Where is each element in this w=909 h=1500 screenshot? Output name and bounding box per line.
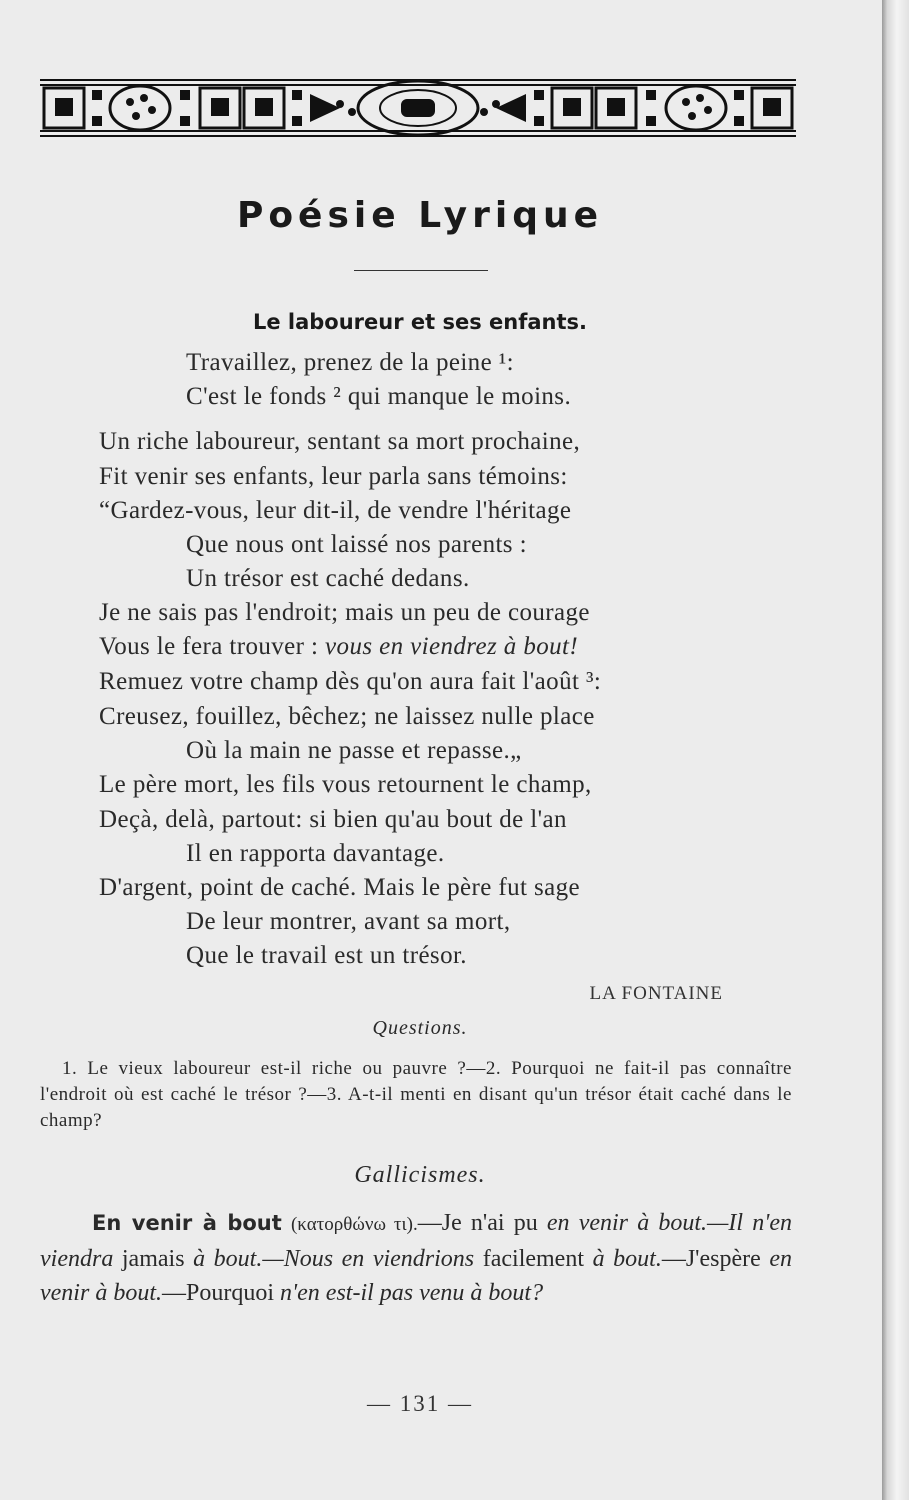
poem-line (99, 633, 578, 661)
questions-heading: Questions. (372, 1017, 468, 1039)
example-emphasis: à bout.—Nous en viendrions (193, 1246, 475, 1272)
title-divider (354, 270, 488, 271)
poem-line: Que le travail est un trésor. (186, 942, 467, 969)
example-text: —Je n'ai pu (417, 1210, 547, 1236)
poem-line: Il en rapporta davantage. (186, 840, 445, 867)
poem-line: Où la main ne passe et repasse.„ (186, 737, 522, 764)
poem-line: D'argent, point de caché. Mais le père fut sage (99, 874, 580, 901)
example-emphasis: n'en est-il pas venu à bout? (280, 1280, 544, 1306)
example-text: jamais (113, 1246, 194, 1272)
decorative-border-ornament (40, 74, 796, 142)
poem-line-emphasis: vous en viendrez à bout! (325, 633, 579, 660)
poem-title: Le laboureur et ses enfants. (252, 310, 588, 334)
poem-line: Un riche laboureur, sentant sa mort prochaine, (99, 428, 581, 455)
poem-line: Remuez votre champ dès qu'on aura fait l'août ³: (99, 668, 602, 695)
poem-line: Un trésor est caché dedans. (186, 565, 470, 592)
questions-text: 1. Le vieux laboureur est-il riche ou pauvre ?—2. Pourquoi ne fait-il pas connaître l'endroit où est caché le trésor ?—3. A-t-il menti en disant qu'un trésor était caché dans le champ? (40, 1058, 792, 1131)
gallicisme-term: En venir à bout (92, 1211, 282, 1235)
example-text: —J'espère (661, 1246, 770, 1272)
poem-line: Je ne sais pas l'endroit; mais un peu de courage (99, 599, 590, 626)
example-emphasis: à bout. (592, 1246, 662, 1272)
poem-line-text: Vous le fera trouver : (99, 633, 326, 660)
example-text: —Pourquoi (161, 1280, 280, 1306)
poem-line: Fit venir ses enfants, leur parla sans témoins: (99, 463, 568, 490)
poem-line: Que nous ont laissé nos parents : (186, 531, 527, 558)
poem-line: Creusez, fouillez, bêchez; ne laissez nulle place (99, 703, 595, 730)
page-edge (882, 0, 909, 1500)
poem-line: Deçà, delà, partout: si bien qu'au bout de l'an (99, 806, 567, 833)
poem-author: LA FONTAINE (589, 983, 723, 1004)
poem-line: Travaillez, prenez de la peine ¹: (186, 349, 514, 376)
gallicismes-heading: Gallicismes. (354, 1162, 486, 1188)
example-emphasis: en venir à bout.—Il n'en viendra (40, 1210, 792, 1272)
poem-line: De leur montrer, avant sa mort, (186, 908, 511, 935)
example-emphasis: en venir à bout. (40, 1246, 793, 1306)
poem-line: Le père mort, les fils vous retournent le champ, (99, 771, 592, 798)
gallicismes-paragraph (40, 1206, 792, 1310)
section-title: Poésie Lyrique (236, 195, 604, 236)
example-text: facilement (474, 1246, 593, 1272)
poem-line: C'est le fonds ² qui manque le moins. (186, 383, 572, 410)
poem-line: “Gardez-vous, leur dit-il, de vendre l'héritage (99, 497, 572, 524)
greek-translation: (κατορθώνω τι). (290, 1214, 418, 1235)
page-number: — 131 — (367, 1391, 473, 1416)
